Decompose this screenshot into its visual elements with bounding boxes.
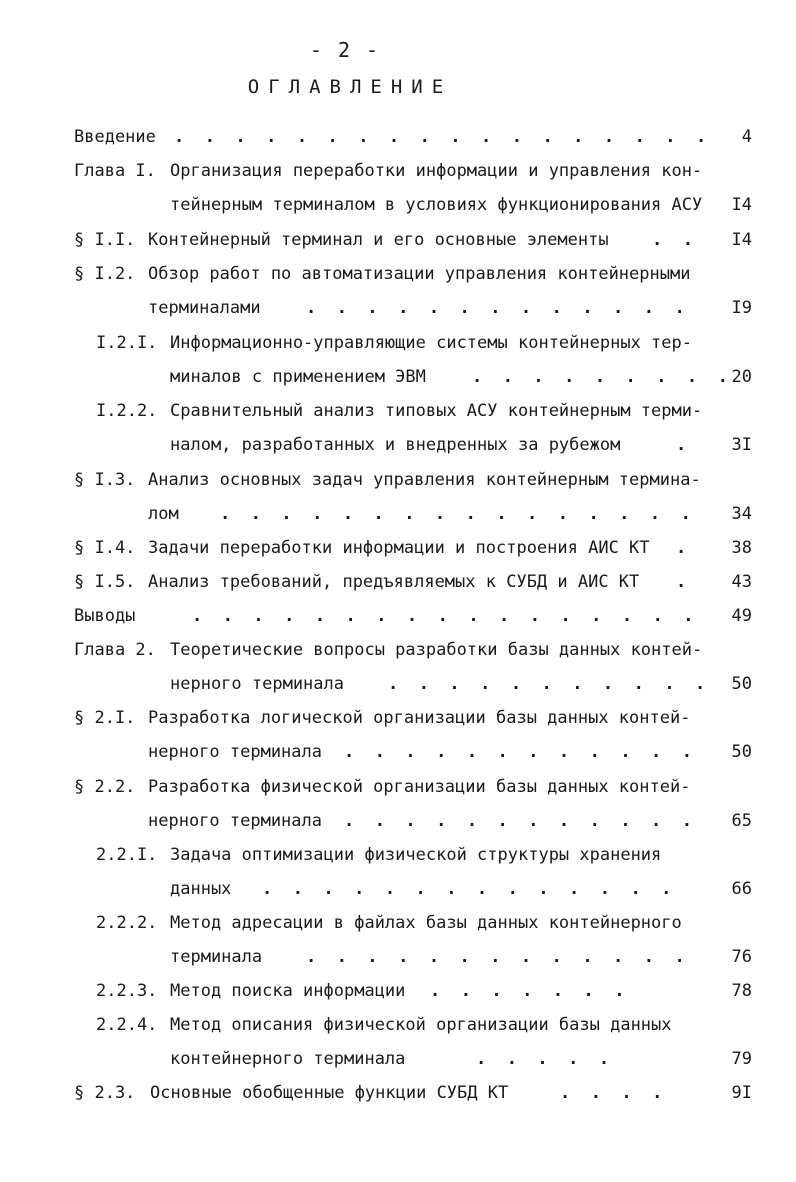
dot-leader: . . . . . . . . .: [472, 367, 728, 387]
toc-entry-number: 2.2.I.: [96, 845, 158, 865]
toc-entry-number: 2.2.3.: [96, 981, 158, 1001]
toc-page-number: 66: [731, 879, 752, 899]
toc-page-number: 65: [731, 811, 752, 831]
toc-entry: [74, 704, 690, 732]
toc-page-number: 4: [741, 127, 752, 147]
toc-entry: [74, 568, 639, 596]
dot-leader: .: [676, 538, 687, 558]
toc-page-number: 49: [731, 606, 752, 626]
toc-entry-title: Сравнительный анализ типовых АСУ контейнерным терми-: [170, 401, 703, 421]
toc-page-number: I9: [731, 298, 752, 318]
toc-entry-number: I.2.I.: [96, 333, 158, 353]
toc-entry-number: § I.2.: [74, 264, 136, 284]
toc-entry-title: Задачи переработки информации и построения АИС КТ: [148, 538, 650, 558]
toc-page-number: 34: [731, 504, 752, 524]
toc-entry: [96, 909, 682, 937]
toc-page-number: 50: [731, 674, 752, 694]
toc-entry-number: § 2.3.: [74, 1083, 136, 1103]
toc-entry-number: Глава I.: [74, 161, 156, 181]
toc-entry-number: 2.2.2.: [96, 913, 158, 933]
toc-entry-continuation: тейнерным терминалом в условиях функционирования АСУ: [170, 195, 703, 215]
dot-leader: . . . . . . . . . . . . .: [306, 298, 685, 318]
toc-page-number: 38: [731, 538, 752, 558]
toc-entry-number: § 2.2.: [74, 777, 136, 797]
toc-entry-title: Метод поиска информации: [170, 981, 406, 1001]
toc-entry-continuation: нерного терминала: [148, 742, 322, 762]
dot-leader: . . . . . . . . . . .: [388, 674, 706, 694]
toc-entry-title: Основные обобщенные функции СУБД КТ: [150, 1083, 509, 1103]
toc-entry-title: Информационно-управляющие системы контейнерных тер-: [170, 333, 692, 353]
toc-entry: [96, 397, 702, 425]
toc-entry: [74, 1079, 508, 1107]
toc-page-number: 76: [731, 947, 752, 967]
toc-entry-number: § 2.I.: [74, 708, 136, 728]
toc-entry-number: § I.4.: [74, 538, 136, 558]
toc-entry-continuation: нерного терминала: [170, 674, 344, 694]
dot-leader: . . . .: [560, 1083, 663, 1103]
toc-entry-title: Контейнерный терминал и его основные элементы: [148, 230, 609, 250]
dot-leader: . . . . . . . . . . . . . .: [262, 879, 672, 899]
dot-leader: . .: [652, 230, 693, 250]
toc-entry: [96, 841, 661, 869]
toc-entry-title: Анализ требований, предъявляемых к СУБД и АИС КТ: [148, 572, 640, 592]
toc-entry: [74, 466, 701, 494]
toc-entry-continuation: нерного терминала: [148, 811, 322, 831]
toc-entry-number: § I.3.: [74, 470, 136, 490]
toc-page-number: I4: [731, 230, 752, 250]
dot-leader: . . . . . . . . . . . .: [344, 811, 692, 831]
toc-entry-number: § I.I.: [74, 230, 136, 250]
dot-leader: .: [676, 435, 687, 455]
toc-entry: [74, 534, 650, 562]
toc-entry-title: Разработка логической организации базы данных контей-: [148, 708, 691, 728]
toc-page-number: 43: [731, 572, 752, 592]
toc-entry-title: Разработка физической организации базы данных контей-: [148, 777, 691, 797]
toc-entry: [96, 1011, 672, 1039]
toc-page-number: 9I: [731, 1083, 752, 1103]
toc-entry: [74, 123, 156, 151]
toc-entry: [96, 977, 405, 1005]
toc-entry: [74, 157, 702, 185]
toc-entry-number: 2.2.4.: [96, 1015, 158, 1035]
toc-entry-title: Организация переработки информации и управления кон-: [170, 161, 703, 181]
toc-entry-number: I.2.2.: [96, 401, 158, 421]
toc-page-number: 3I: [731, 435, 752, 455]
toc-entry: [74, 773, 690, 801]
dot-leader: . . . . . . .: [430, 981, 625, 1001]
toc-entry: [74, 226, 609, 254]
toc-entry: [74, 260, 690, 288]
toc-entry-continuation: миналов с применением ЭВМ: [170, 367, 426, 387]
toc-page-number: 79: [731, 1049, 752, 1069]
dot-leader: . . . . . . . . . . . .: [344, 742, 692, 762]
toc-page-number: 50: [731, 742, 752, 762]
toc-entry: [74, 602, 135, 630]
dot-leader: . . . . . . . . . . . . .: [306, 947, 685, 967]
dot-leader: . . . . . . . . . . . . . . . . .: [192, 606, 694, 626]
toc-page-number: I4: [731, 195, 752, 215]
toc-entry: [96, 329, 692, 357]
toc-entry-continuation: данных: [170, 879, 232, 899]
toc-entry-continuation: налом, разработанных и внедренных за рубежом: [170, 435, 621, 455]
toc-entry-number: § I.5.: [74, 572, 136, 592]
toc-entry-title: Метод описания физической организации базы данных: [170, 1015, 672, 1035]
toc-entry-title: Введение: [74, 127, 156, 147]
toc-entry-title: Задача оптимизации физической структуры хранения: [170, 845, 662, 865]
toc-entry-title: Обзор работ по автоматизации управления контейнерными: [148, 264, 691, 284]
toc-entry-title: Анализ основных задач управления контейнерным термина-: [148, 470, 701, 490]
toc-entry-continuation: контейнерного терминала: [170, 1049, 406, 1069]
toc-entry-number: Глава 2.: [74, 640, 156, 660]
toc-entry-continuation: лом: [148, 504, 179, 524]
page-title: ОГЛАВЛЕНИЕ: [247, 76, 453, 98]
dot-leader: . . . . .: [476, 1049, 610, 1069]
toc-page-number: 20: [731, 367, 752, 387]
dot-leader: . . . . . . . . . . . . . . . .: [220, 504, 691, 524]
dot-leader: .: [676, 572, 687, 592]
toc-entry: [74, 636, 702, 664]
toc-page-number: 78: [731, 981, 752, 1001]
toc-entry-continuation: терминала: [170, 947, 263, 967]
page-number: - 2 -: [309, 38, 381, 62]
dot-leader: . . . . . . . . . . . . . . . . . .: [174, 127, 707, 147]
toc-entry-title: Метод адресации в файлах базы данных контейнерного: [170, 913, 682, 933]
toc-entry-continuation: терминалами: [148, 298, 261, 318]
toc-entry-title: Выводы: [74, 606, 136, 626]
toc-entry-title: Теоретические вопросы разработки базы данных контей-: [170, 640, 703, 660]
